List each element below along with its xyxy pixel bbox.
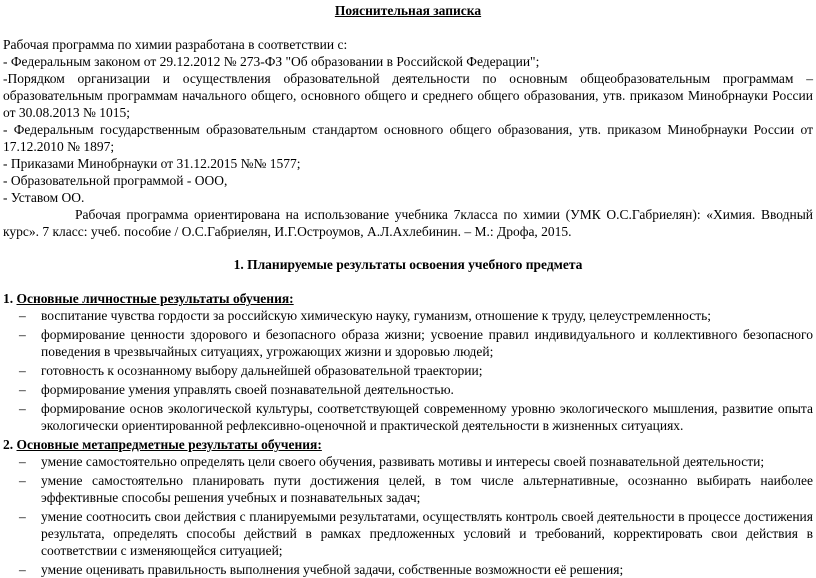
list-item-text: формирование основ экологической культуры, соответствующей современному уровню экологического мышления, развитие опыта экологически ориентированной рефлексивно-оценочной и практической деятельности в жизненных ситуациях. (41, 401, 813, 433)
dash-bullet: – (19, 509, 26, 524)
list-item (3, 508, 813, 559)
document-title: Пояснительная записка (334, 3, 482, 18)
list-item (3, 307, 813, 324)
list-item (3, 381, 813, 398)
list-item-text: формирование умения управлять своей познавательной деятельностью. (41, 382, 454, 397)
personal-results-heading (3, 290, 813, 307)
dash-bullet: – (19, 473, 26, 488)
list-item (3, 400, 813, 434)
list-item (3, 362, 813, 379)
meta-results-heading (3, 436, 813, 453)
section-heading: 1. Планируемые результаты освоения учебного предмета (233, 257, 583, 272)
list-item-text: воспитание чувства гордости за российскую химическую науку, гуманизм, отношение к труду, целеустремленность; (41, 308, 712, 323)
list-item-text: умение самостоятельно планировать пути достижения целей, в том числе альтернативные, осознанно выбирать наиболее эффективные способы решения учебных и познавательных задач; (41, 473, 813, 505)
list-item-text: умение соотносить свои действия с планируемыми результатами, осуществлять контроль своей деятельности в процессе достижения результата, определять способы действий в рамках предложенных условий и требований, корректировать свои действия в соответствии с изменяющейся ситуацией; (41, 509, 813, 558)
personal-results-number: 1. (3, 291, 14, 306)
intro-line: Рабочая программа по химии разработана в соответствии с: (3, 37, 348, 52)
dash-bullet: – (19, 382, 26, 397)
dash-bullet: – (19, 562, 26, 577)
dash-bullet: – (19, 327, 26, 342)
dash-bullet: – (19, 454, 26, 469)
dash-bullet: – (19, 401, 26, 416)
intro-line: -Порядком организации и осуществления образовательной деятельности по основным общеобразовательным программам – образовательным программам начального общего, основного общего и среднего общего образования, утв. приказом Минобрнауки России от 30.08.2013 № 1015; (3, 71, 813, 120)
meta-results-list (3, 453, 813, 578)
list-item-text: готовность к осознанному выбору дальнейшей образовательной траектории; (41, 363, 483, 378)
list-item (3, 561, 813, 578)
list-item (3, 472, 813, 506)
list-item-text: формирование ценности здорового и безопасного образа жизни; усвоение правил индивидуального и коллективного безопасного поведения в чрезвычайных ситуациях, угрожающих жизни и здоровью людей; (41, 327, 813, 359)
personal-results-list (3, 307, 813, 434)
intro-line: - Федеральным законом от 29.12.2012 № 273-ФЗ "Об образовании в Российской Федерации"; (3, 54, 540, 69)
meta-results-title: Основные метапредметные результаты обучения: (16, 437, 322, 452)
intro-line: - Образовательной программой - ООО, (3, 173, 228, 188)
intro-line: - Федеральным государственным образовательным стандартом основного общего образования, утв. приказом Минобрнауки России от 17.12.2010 № 1897; (3, 122, 813, 154)
dash-bullet: – (19, 363, 26, 378)
intro-block (3, 36, 813, 240)
dash-bullet: – (19, 308, 26, 323)
textbook-paragraph: Рабочая программа ориентирована на использование учебника 7класса по химии (УМК О.С.Габриелян): «Химия. Вводный курс». 7 класс: учеб. пособие / О.С.Габриелян, И.Г.Остроумов, А.Л.Ахлебинин. – М.: Дрофа, 2015. (3, 207, 813, 239)
intro-line: - Уставом ОО. (3, 190, 85, 205)
intro-line: - Приказами Минобрнауки от 31.12.2015 №№ 1577; (3, 156, 301, 171)
list-item-text: умение оценивать правильность выполнения учебной задачи, собственные возможности её решения; (41, 562, 624, 577)
personal-results-title: Основные личностные результаты обучения: (16, 291, 294, 306)
list-item (3, 326, 813, 360)
meta-results-number: 2. (3, 437, 14, 452)
list-item (3, 453, 813, 470)
list-item-text: умение самостоятельно определять цели своего обучения, развивать мотивы и интересы своей познавательной деятельности; (41, 454, 765, 469)
